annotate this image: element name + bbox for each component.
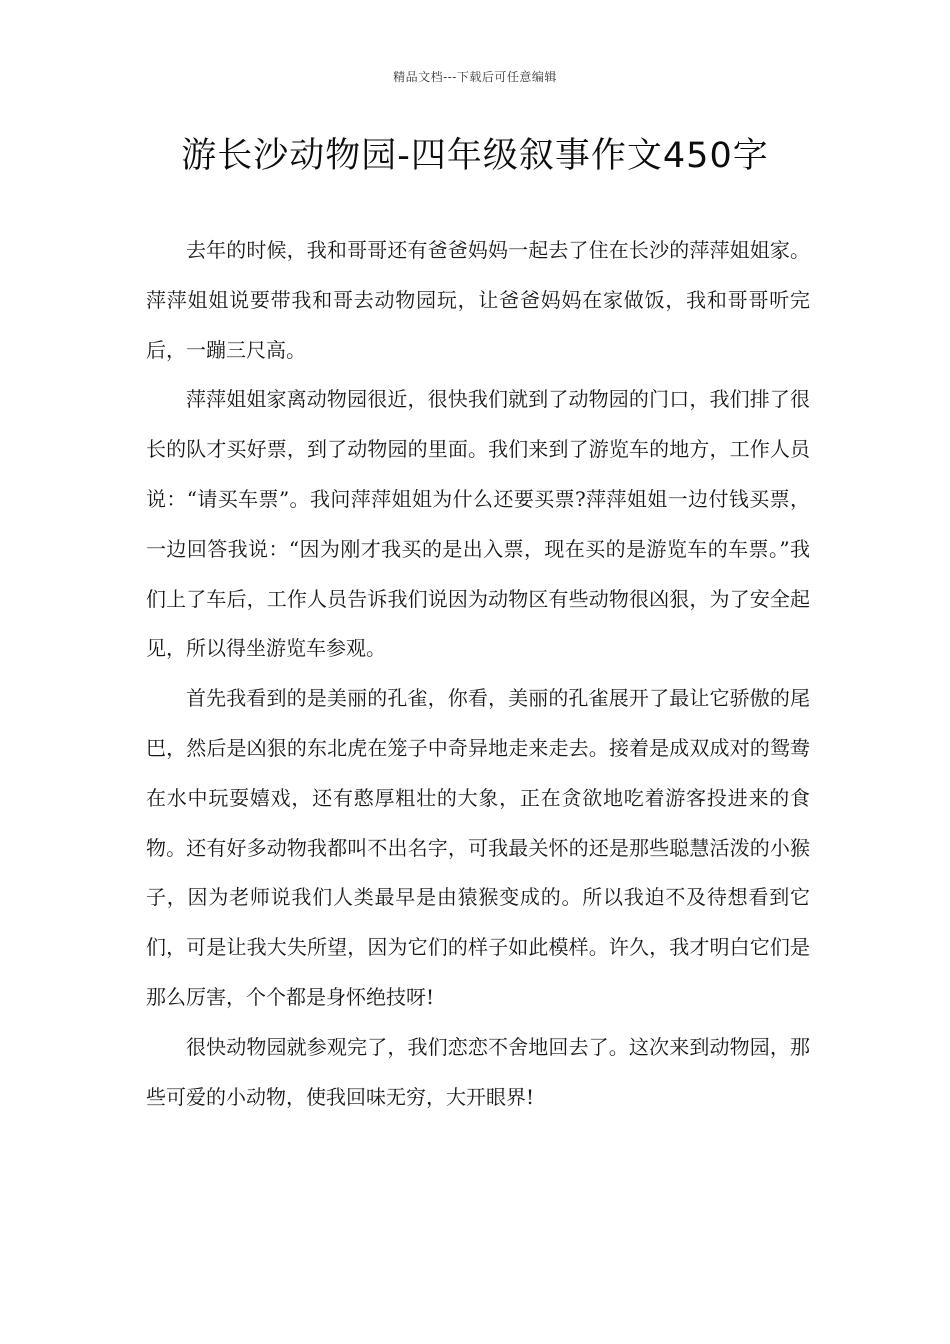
paragraph-1: 去年的时候，我和哥哥还有爸爸妈妈一起去了住在长沙的萍萍姐姐家。萍萍姐姐说要带我和哥去动物园玩，让爸爸妈妈在家做饭，我和哥哥听完后，一蹦三尺高。: [146, 238, 810, 362]
page-title: 游长沙动物园-四年级叙事作文450字: [181, 136, 769, 176]
paragraph-3: 首先我看到的是美丽的孔雀，你看，美丽的孔雀展开了最让它骄傲的尾巴，然后是凶狠的东北虎在笼子中奇异地走来走去。接着是成双成对的鸳鸯在水中玩耍嬉戏，还有憨厚粗壮的大象，正在贪欲地吃着游客投进来的食物。还有好多动物我都叫不出名字，可我最关怀的还是那些聪慧活泼的小猴子，因为老师说我们人类最早是由猿猴变成的。所以我迫不及待想看到它们，可是让我大失所望，因为它们的样子如此模样。许久，我才明白它们是那么厉害，个个都是身怀绝技呀!: [146, 686, 810, 1009]
header-note: 精品文档---下载后可任意编辑: [393, 70, 557, 84]
paragraph-2: 萍萍姐姐家离动物园很近，很快我们就到了动物园的门口，我们排了很长的队才买好票，到了动物园的里面。我们来到了游览车的地方，工作人员说：“请买车票”。我问萍萍姐姐为什么还要买票?萍萍姐姐一边付钱买票，一边回答我说：“因为刚才我买的是出入票，现在买的是游览车的车票。”我们上了车后，工作人员告诉我们说因为动物区有些动物很凶狠，为了安全起见，所以得坐游览车参观。: [146, 387, 810, 661]
paragraph-4: 很快动物园就参观完了，我们恋恋不舍地回去了。这次来到动物园，那些可爱的小动物，使我回味无穷，大开眼界!: [146, 1034, 810, 1109]
article-body: [146, 226, 810, 1122]
